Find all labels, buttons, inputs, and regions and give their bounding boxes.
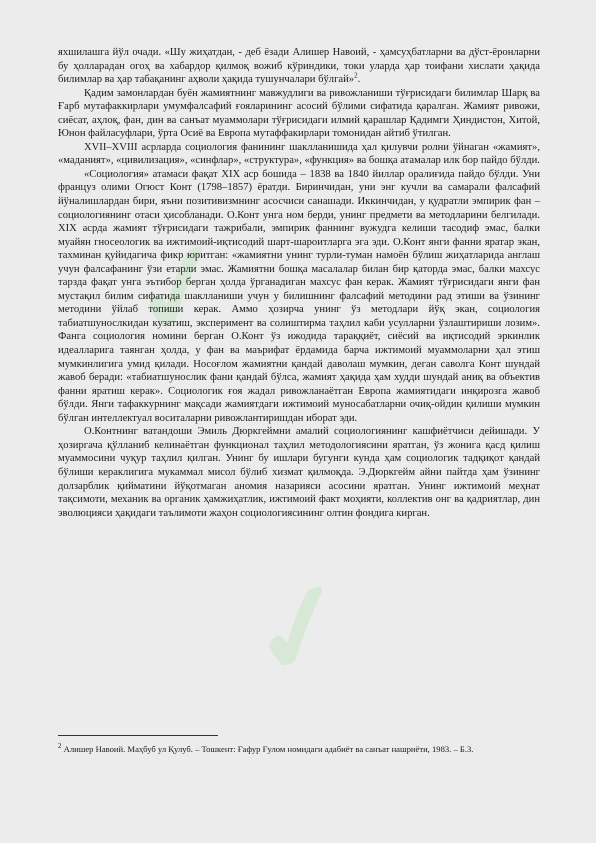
footnote-mark: 2 [58, 742, 62, 751]
paragraph-1: яхшилашга йўл очади. «Шу жиҳатдан, - деб ёзади Алишер Навоий, - ҳамсуҳбатларни ва дўст-ёронларни бу ҳолларадан огоҳ ва хабардор қилмоқ вожиб кўриндики, токи уларда ҳар тоифани хислати ҳақида билимлар ва ҳар табақанинг аҳволи ҳақида тушунчалари бўлгай»$^2$. [58, 47, 540, 86]
footnote [58, 744, 540, 756]
footnote-text: Алишер Навоий. Маҳбуб ул Қулуб. – Тошкент: Ғафур Ғулом номидаги адабиёт ва санъат нашриёти, 1983. – Б.3. [61, 744, 474, 754]
paragraph-2: Қадим замонлардан буён жамиятнинг мавжудлиги ва ривожланиши тўғрисидаги билимлар Шарқ ва Ғарб мутафаккирлари умумфалсафий ғояларининг асосий бўлими сифатида қаралган. Жамият ривожи, сиёсат, аҳлоқ, фан, дин ва санъат муаммолари тўғрисидаги илмий қарашлар Қадимги Ҳиндистон, Хитой, Юнон файласуфлари, ўрта Осиё ва Европа мутаффакирлари томонидан айтиб ўтилган. [58, 87, 540, 140]
paragraph-5: О.Контнинг ватандоши Эмиль Дюркгеймни амалий социологиянинг кашфиётчиси дейишади. У ҳозиргача қўлланиб келинаётган функционал таҳлил методологиясини яратган, ўз жонига қасд қилиш муаммосини чуқур таҳлил қилган. Унинг бу ишлари бугунги кунда ҳам социологик тадқиқот қандай бўлиши кераклигига мукаммал мисол бўлиб хизмат қилмоқда. Э.Дюркгейм айни пайтда ҳам ўзининг долзарблик қийматини йўқотмаган аномия назарияси асосини яратган. Унинг ижтимоий меҳнат тақсимоти, механик ва органик ҳамжиҳатлик, ижтимоий факт моҳияти, коллектив онг ва қадриятлар, дин эволюцияси ҳақидаги таълимоти жаҳон социологиясининг олтин фондига кирган. [58, 426, 540, 519]
body-text [58, 46, 540, 520]
paragraph-3: XVII–XVIII асрларда социология фанининг шаклланишида ҳал қилувчи ролни ўйнаган «жамият», «маданият», «цивилизация», «синфлар», «структура», «функция» ва бошқа атамалар илк бор пайдо бўлди. [58, 141, 540, 167]
paragraph-4: «Социология» атамаси фақат XIX аср бошида – 1838 ва 1840 йиллар оралиғида пайдо бўлди. Уни француз олими Огюст Конт (1798–1857) ёратди. Биринчидан, уни энг кучли ва самарали фалсафий йўналишлардан бири, яъни позитивизмнинг асосчиси санашади. Иккинчидан, у қудратли эмпирик фан – социологиянинг отаси ҳисобланади. О.Конт унга ном берди, унинг предмети ва методларини белгилади. XIX асрда жамият тўғрисидаги тажрибали, эмпирик фаннинг вужудга келиши тасодиф эмас, балки муайян гносеологик ва ижтимоий-иқтисодий шарт-шароитларга эга эди. О.Конт янги фанни яратар экан, тахминан қуйидагича фикр юритган: «жамиятни унинг турли-туман намоён бўлиш жиҳатларида англаш учун фалсафанинг ўзи етарли эмас. Жамиятни бошқа масалалар билан бир қаторда эмас, балки махсус тарзда фақат унга эътибор берган ҳолда ўрганадиган махсус фан керак. Жамият тўғрисидаги янги фан мустақил билим сифатида шаклланиши учун у билишнинг фалсафий методини рад этиши ва ўзининг методини ўйлаб топиши керак. Аммо ҳозирча унинг ўз методлари йўқ экан, социология табиатшунослкидан кузатиш, эксперимент ва солиштирма таҳлил каби усулларни ўзлаштириши лозим». Фанга социология номини берган О.Конт ўз ижодида тараққиёт, сиёсий ва иқтисодий эркинлик идеалларига таянган ҳолда, у фан ва маърифат ёрдамида барча ижтимоий муаммоларни ҳал этиш мумкинлигига умид қилади. Носоғлом жамиятни қандай даволаш мумкин, деган саволга Конт шундай жавоб беради: «табиатшунослик фани қандай бўлса, жамият ҳақида ҳам худди шундай аниқ ва объектив фанни яратиш керак». Социологик ғоя жадал ривожланаётган Европа жамиятидаги инқирозга жавоб бўлди. Янги тафаккурнинг мақсади жамиятдаги ижтимоий муносабатларни очиқ-ойдин қилиши мумкин бўлган интеллектуал воситаларни ривожлантиришдан иборат эди. [58, 168, 540, 424]
footnote-divider [58, 735, 218, 736]
footnote-reference[interactable]: 2 [354, 71, 358, 80]
watermark-right: ✓ [234, 551, 367, 707]
watermark-left: ✓ [114, 211, 247, 367]
